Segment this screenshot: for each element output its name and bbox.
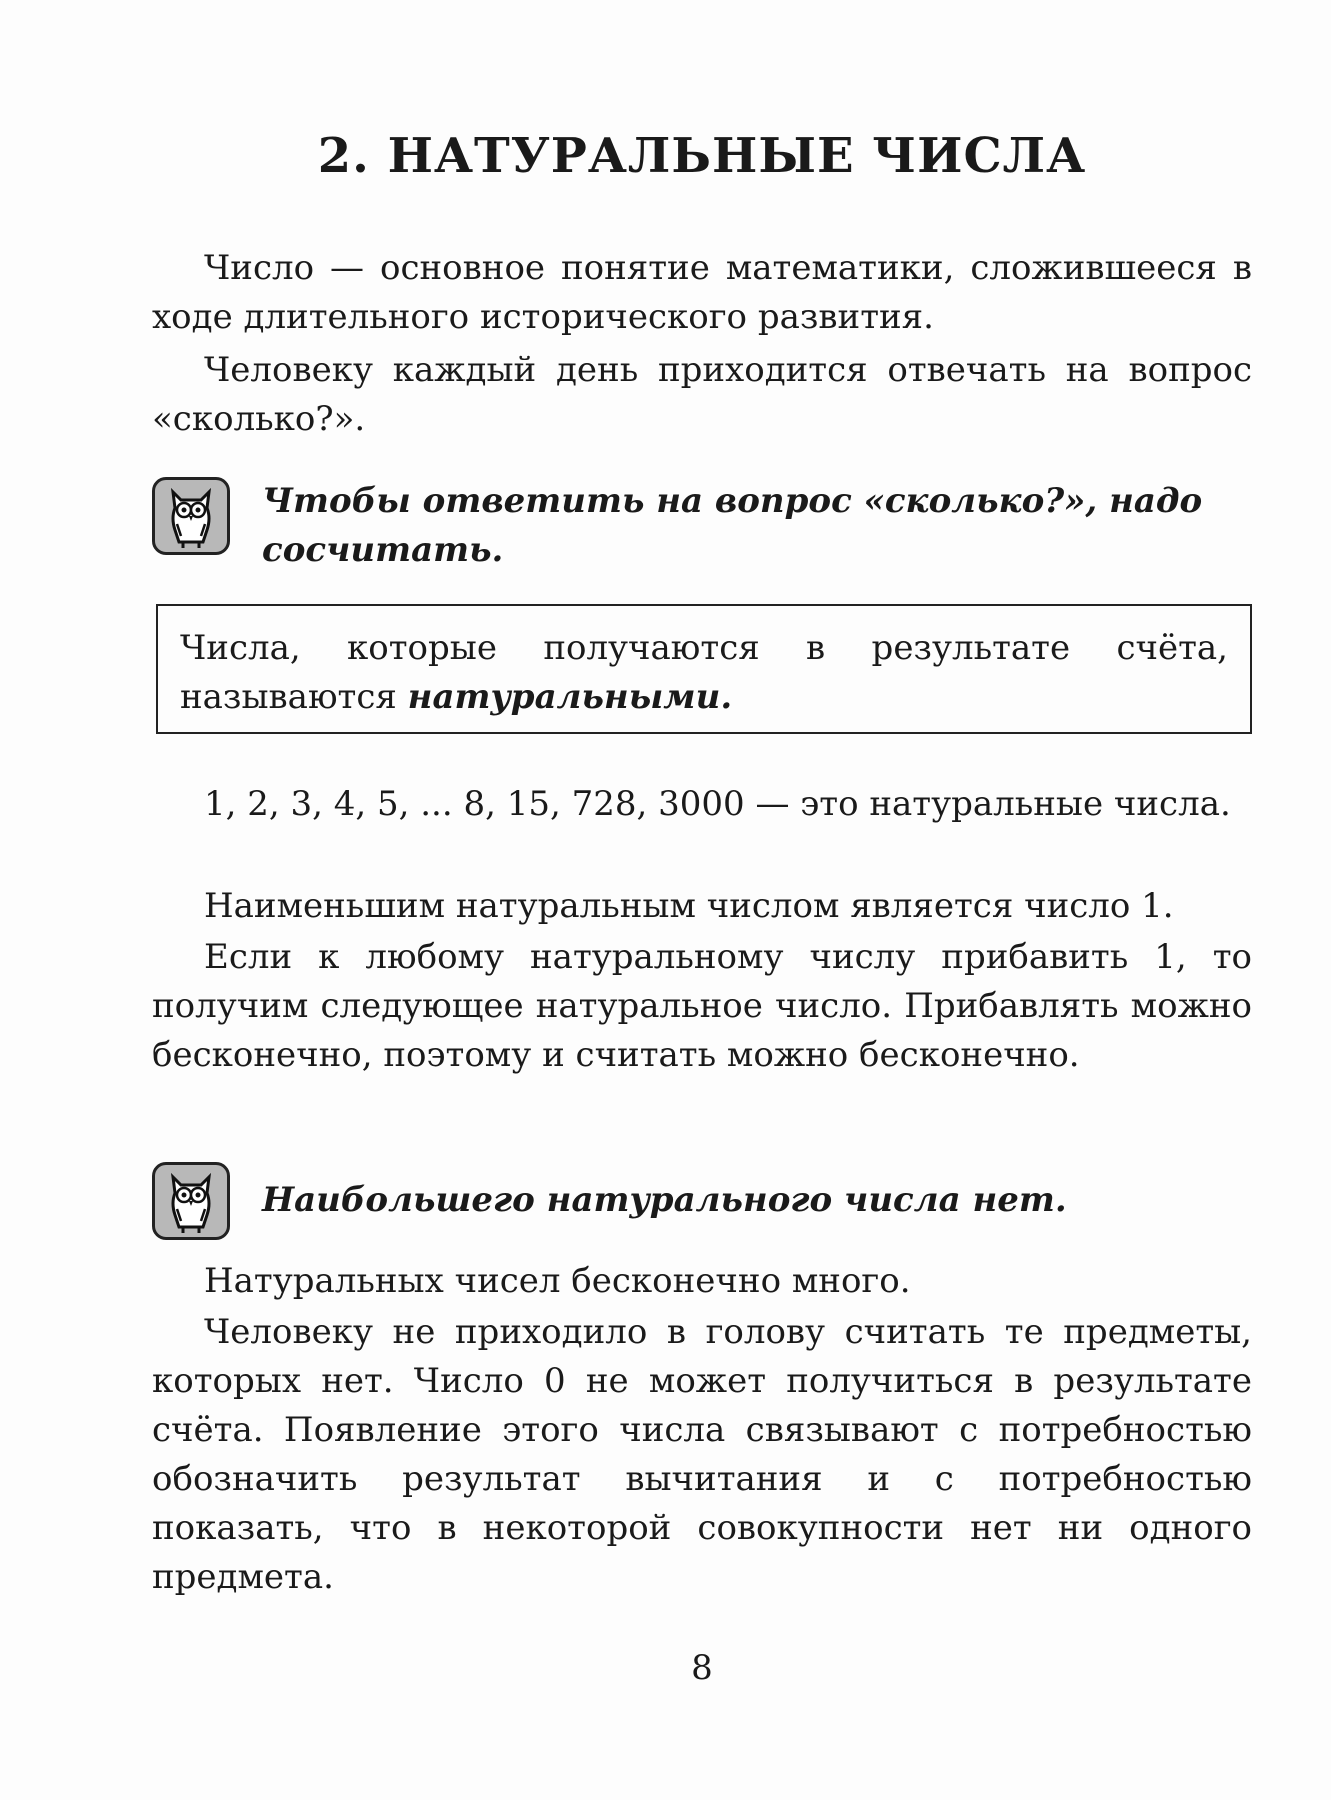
paragraph-examples: 1, 2, 3, 4, 5, ... 8, 15, 728, 3000 — это натуральные числа.	[204, 784, 1231, 824]
rule-no-largest-text: Наибольшего натурального числа нет.	[262, 1180, 1067, 1220]
paragraph-zero: Человеку не приходило в голову считать те предметы, которых нет. Число 0 не может получиться в результате счёта. Появление этого числа связывают с потребностью обозначить результат вычитания и с потребностью показать, что в некоторой совокупности нет ни одного предмета.	[152, 1312, 1252, 1597]
page-number: 8	[691, 1648, 713, 1688]
paragraph-successor: Если к любому натуральному числу прибавить 1, то получим следующее натуральное число. Прибавлять можно бесконечно, поэтому и считать можно бесконечно.	[152, 937, 1252, 1075]
page-title: 2. НАТУРАЛЬНЫЕ ЧИСЛА	[317, 128, 1087, 184]
rule-count-text: Чтобы ответить на вопрос «сколько?», надо сосчитать.	[262, 481, 1203, 570]
paragraph-question: Человеку каждый день приходится отвечать на вопрос «сколько?».	[152, 350, 1252, 439]
owl-icon	[152, 1162, 230, 1240]
textbook-page	[152, 0, 1252, 1800]
definition-text: Числа, которые получаются в результате счёта, называются	[180, 628, 1228, 717]
definition-term: натуральными.	[407, 677, 733, 717]
owl-icon	[152, 477, 230, 555]
paragraph-infinite: Натуральных чисел бесконечно много.	[204, 1261, 911, 1301]
definition-box	[156, 604, 1252, 734]
paragraph-smallest: Наименьшим натуральным числом является число 1.	[204, 886, 1174, 926]
paragraph-number-definition: Число — основное понятие математики, сложившееся в ходе длительного исторического развития.	[152, 248, 1252, 337]
